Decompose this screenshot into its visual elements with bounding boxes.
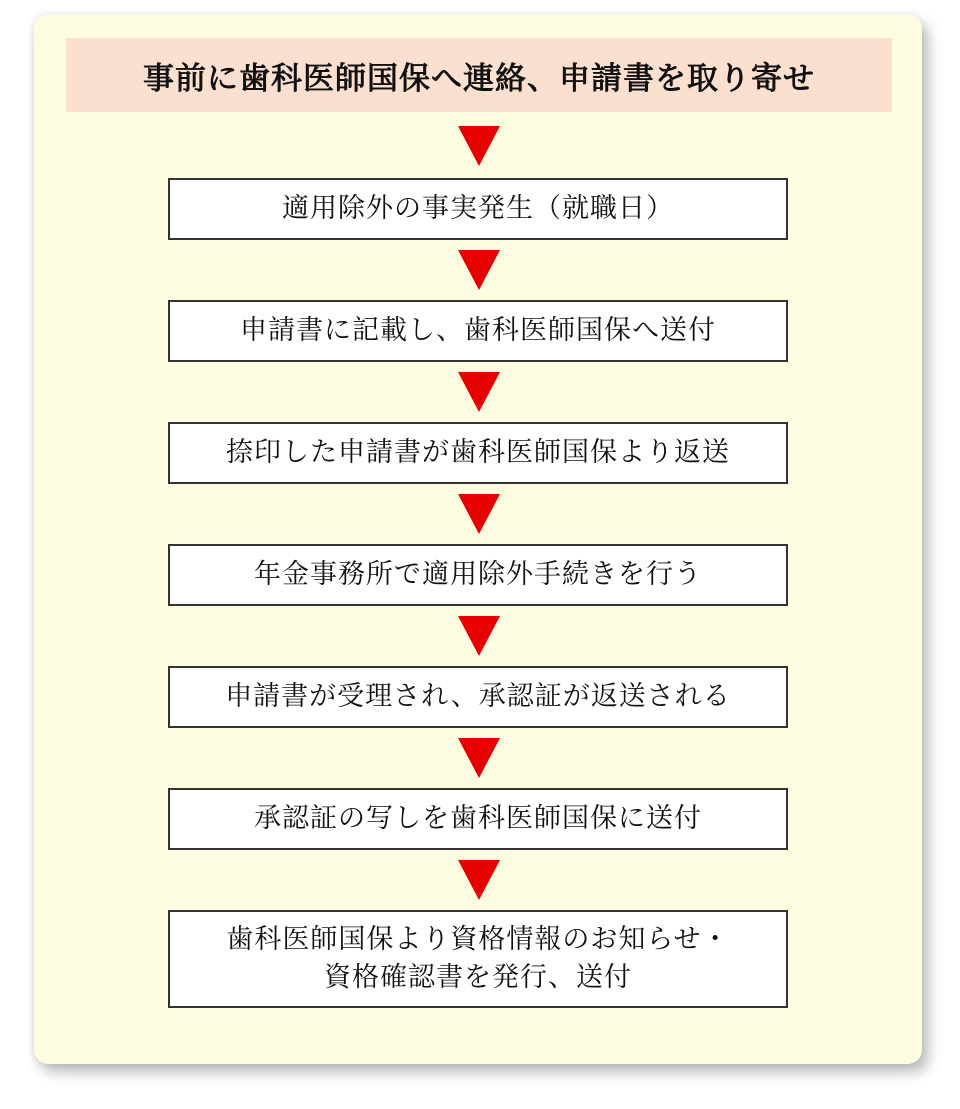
down-arrow-icon — [458, 494, 500, 534]
flow-step-1: 適用除外の事実発生（就職日） — [168, 178, 788, 240]
down-arrow-icon — [458, 372, 500, 412]
flowchart-panel — [34, 14, 922, 1064]
flow-step-7 — [168, 910, 788, 1008]
flow-step-7-line-2: 資格確認書を発行、送付 — [324, 962, 632, 993]
down-arrow-icon — [458, 860, 500, 900]
flow-step-3: 捺印した申請書が歯科医師国保より返送 — [168, 422, 788, 484]
down-arrow-icon — [458, 616, 500, 656]
down-arrow-icon — [458, 126, 500, 166]
flow-step-7-line-1: 歯科医師国保より資格情報のお知らせ・ — [226, 924, 730, 955]
flow-step-5: 申請書が受理され、承認証が返送される — [168, 666, 788, 728]
flow-step-6: 承認証の写しを歯科医師国保に送付 — [168, 788, 788, 850]
flow-step-4: 年金事務所で適用除外手続きを行う — [168, 544, 788, 606]
down-arrow-icon — [458, 250, 500, 290]
flow-step-2: 申請書に記載し、歯科医師国保へ送付 — [168, 300, 788, 362]
down-arrow-icon — [458, 738, 500, 778]
flowchart-title: 事前に歯科医師国保へ連絡、申請書を取り寄せ — [66, 38, 892, 112]
